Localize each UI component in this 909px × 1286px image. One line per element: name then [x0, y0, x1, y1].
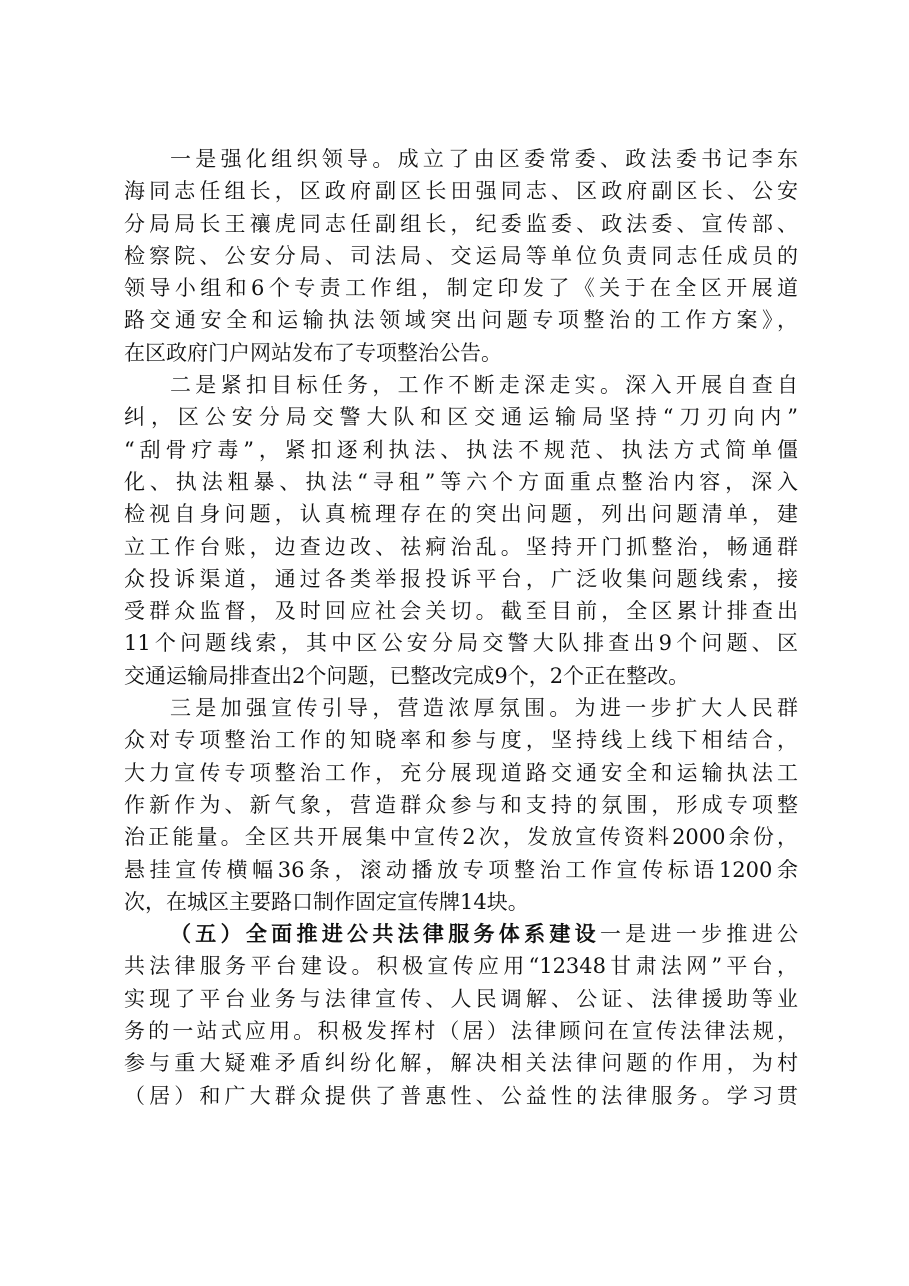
text-line: 化、执法粗暴、执法“寻租”等六个方面重点整治内容，深入 [124, 469, 798, 494]
text-line: 分局局长王禳虎同志任副组长，纪委监委、政法委、宣传部、 [124, 211, 798, 236]
text-line: 领导小组和6个专责工作组，制定印发了《关于在全区开展道 [124, 276, 798, 301]
paragraph-public-legal-services [124, 918, 798, 1112]
text-line: 立工作台账，边查边改、祛痾治乱。坚持开门抓整治，畅通群 [124, 534, 798, 559]
text-line: 参与重大疑难矛盾纠纷化解，解决相关法律问题的作用，为村 [124, 1051, 798, 1076]
text-line: 纠，区公安分局交警大队和区交通运输局坚持“刀刃向内” [124, 405, 798, 430]
paragraph-publicity-guidance [124, 692, 798, 918]
text-line: 三是加强宣传引导，营造浓厚氛围。为进一步扩大人民群 [170, 696, 798, 721]
paragraph-organization-leadership [124, 143, 798, 369]
text-line: 在区政府门户网站发布了专项整治公告。 [124, 340, 502, 365]
document-body [124, 143, 798, 1112]
text-line: 检视自身问题，认真梳理存在的突出问题，列出问题清单，建 [124, 502, 798, 527]
text-line: 次，在城区主要路口制作固定宣传牌14块。 [124, 889, 529, 914]
text-line: 实现了平台业务与法律宣传、人民调解、公证、法律援助等业 [124, 986, 798, 1011]
text-line: 交通运输局排查出2个问题，已整改完成9个，2个正在整改。 [124, 663, 690, 688]
text-line [124, 918, 798, 950]
text-line: 众投诉渠道，通过各类举报投诉平台，广泛收集问题线索，接 [124, 566, 798, 591]
text-line: 受群众监督，及时回应社会关切。截至目前，全区累计排查出 [124, 599, 798, 624]
text-line: 治正能量。全区共开展集中宣传2次，发放宣传资料2000余份， [124, 825, 798, 850]
paragraph-target-tasks [124, 369, 798, 692]
text-line: 众对专项整治工作的知晓率和参与度，坚持线上线下相结合， [124, 728, 798, 753]
text-line: 检察院、公安分局、司法局、交运局等单位负责同志任成员的 [124, 243, 798, 268]
text-line: 路交通安全和运输执法领域突出问题专项整治的工作方案》， [124, 308, 798, 333]
text-line: 大力宣传专项整治工作，充分展现道路交通安全和运输执法工 [124, 760, 798, 785]
text-line: 11个问题线索，其中区公安分局交警大队排查出9个问题、区 [124, 631, 798, 656]
text-line: 共法律服务平台建设。积极宣传应用“12348甘肃法网”平台， [124, 954, 798, 979]
text-line: 悬挂宣传横幅36条，滚动播放专项整治工作宣传标语1200余 [124, 857, 798, 882]
text-line: 海同志任组长，区政府副区长田强同志、区政府副区长、公安 [124, 179, 798, 204]
section-heading: （五）全面推进公共法律服务体系建设 [170, 921, 600, 947]
text-line: 二是紧扣目标任务，工作不断走深走实。深入开展自查自 [170, 373, 798, 398]
heading-line-rest: 一是进一步推进公 [599, 922, 799, 947]
text-line: “刮骨疗毒”，紧扣逐利执法、执法不规范、执法方式简单僵 [124, 437, 798, 462]
text-line: 务的一站式应用。积极发挥村（居）法律顾问在宣传法律法规， [124, 1019, 798, 1044]
text-line: 作新作为、新气象，营造群众参与和支持的氛围，形成专项整 [124, 792, 798, 817]
text-line: 一是强化组织领导。成立了由区委常委、政法委书记李东 [170, 147, 798, 171]
text-line: （居）和广大群众提供了普惠性、公益性的法律服务。学习贯 [124, 1083, 798, 1108]
